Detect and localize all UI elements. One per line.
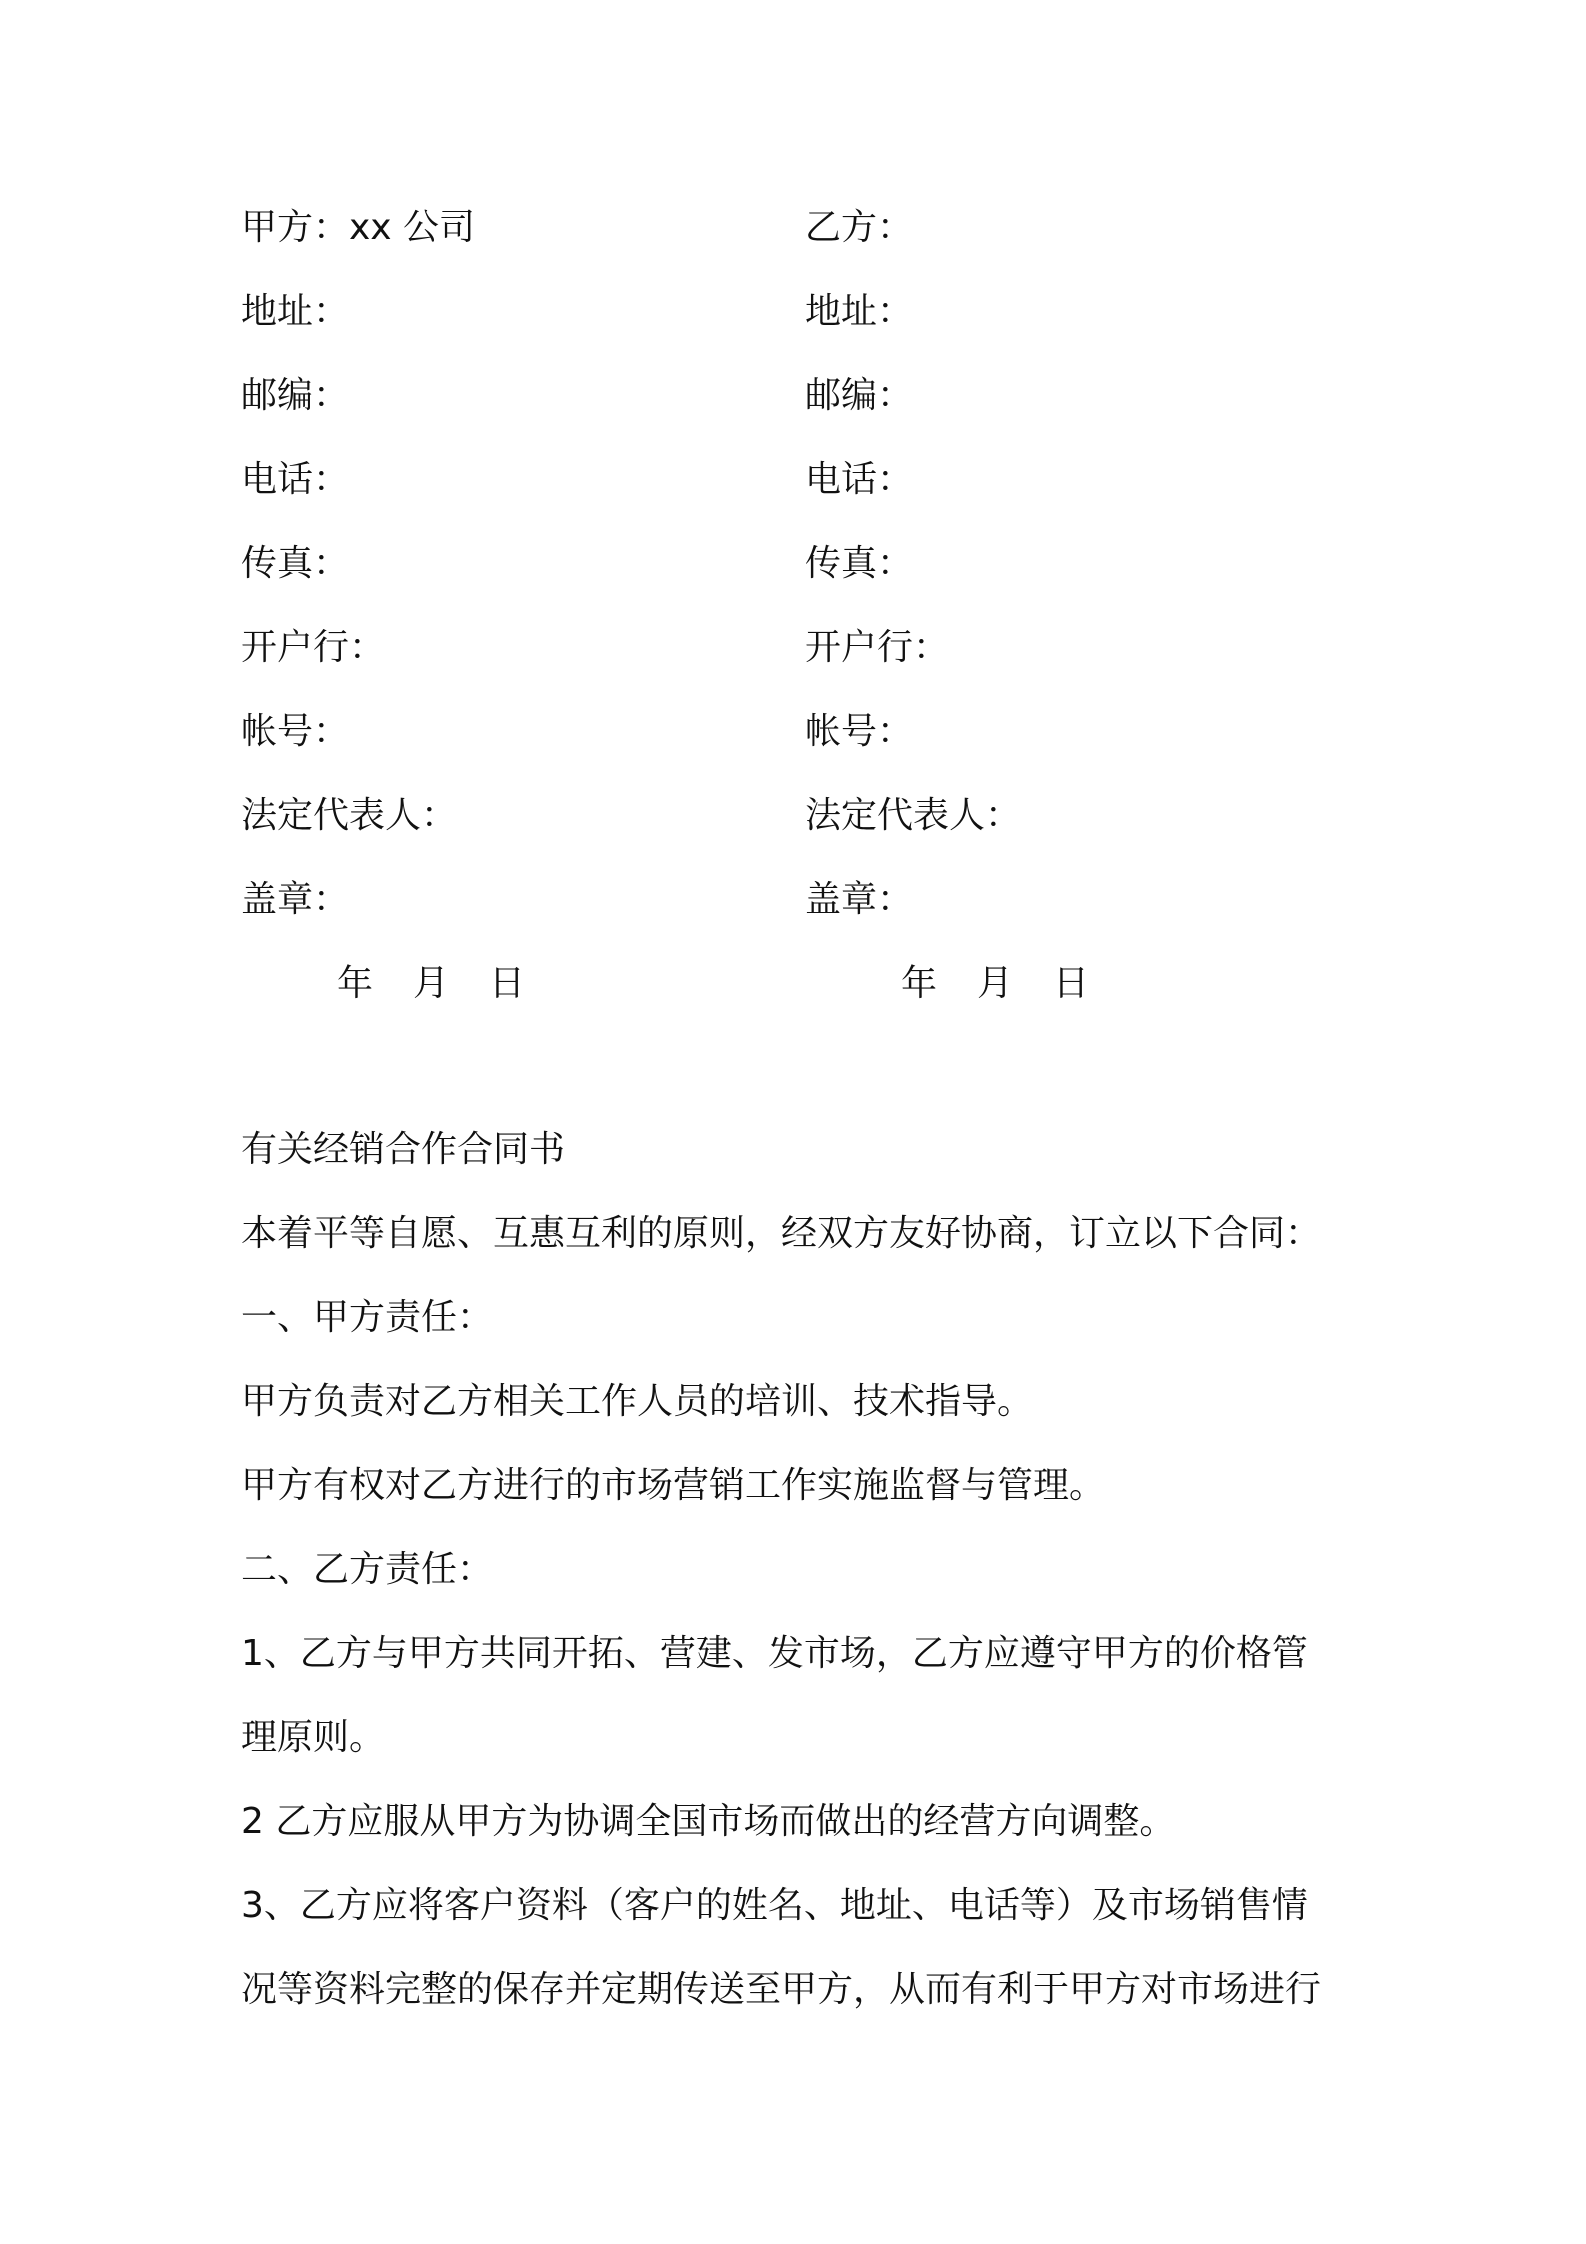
party-a-postcode: 邮编： <box>241 375 350 416</box>
section2-item1-line2: 理原则。 <box>241 1717 386 1758</box>
section2-heading: 二、乙方责任： <box>241 1549 494 1590</box>
party-a-phone: 电话： <box>241 459 350 500</box>
party-b-address: 地址： <box>805 291 914 332</box>
party-b-date-day: 日 <box>1053 963 1090 1004</box>
party-b-date-month: 月 <box>977 963 1014 1004</box>
section2-item3-line1: 3、乙方应将客户资料（客户的姓名、地址、电话等）及市场销售情 <box>241 1885 1308 1926</box>
section1-item2: 甲方有权对乙方进行的市场营销工作实施监督与管理。 <box>241 1465 1106 1506</box>
party-a-date-month: 月 <box>413 963 450 1004</box>
party-b-postcode: 邮编： <box>805 375 914 416</box>
party-a-date-year: 年 <box>337 963 374 1004</box>
party-a-name: 甲方：xx 公司 <box>241 207 476 248</box>
section2-item1-line1: 1、乙方与甲方共同开拓、营建、发市场，乙方应遵守甲方的价格管 <box>241 1633 1308 1674</box>
section1-heading: 一、甲方责任： <box>241 1297 494 1338</box>
contract-intro: 本着平等自愿、互惠互利的原则，经双方友好协商，订立以下合同： <box>241 1213 1322 1254</box>
party-a-date <box>337 962 565 1006</box>
contract-title: 有关经销合作合同书 <box>241 1129 566 1170</box>
party-a-date-day: 日 <box>489 963 526 1004</box>
party-b-date <box>901 962 1129 1006</box>
party-a-bank: 开户行： <box>241 627 386 668</box>
section2-item2: 2 乙方应服从甲方为协调全国市场而做出的经营方向调整。 <box>241 1801 1176 1842</box>
party-a-account: 帐号： <box>241 711 350 752</box>
party-a-seal: 盖章： <box>241 879 350 920</box>
party-b-phone: 电话： <box>805 459 914 500</box>
section2-item3-line2: 况等资料完整的保存并定期传送至甲方，从而有利于甲方对市场进行 <box>241 1969 1322 2010</box>
party-b-fax: 传真： <box>805 543 914 584</box>
section1-item1: 甲方负责对乙方相关工作人员的培训、技术指导。 <box>241 1381 1034 1422</box>
party-b-bank: 开户行： <box>805 627 950 668</box>
party-b-legal-rep: 法定代表人： <box>805 795 1022 836</box>
party-b-seal: 盖章： <box>805 879 914 920</box>
party-a-fax: 传真： <box>241 543 350 584</box>
party-b-date-year: 年 <box>901 963 938 1004</box>
party-a-legal-rep: 法定代表人： <box>241 795 458 836</box>
party-b-name: 乙方： <box>805 207 914 248</box>
party-b-account: 帐号： <box>805 711 914 752</box>
party-a-address: 地址： <box>241 291 350 332</box>
